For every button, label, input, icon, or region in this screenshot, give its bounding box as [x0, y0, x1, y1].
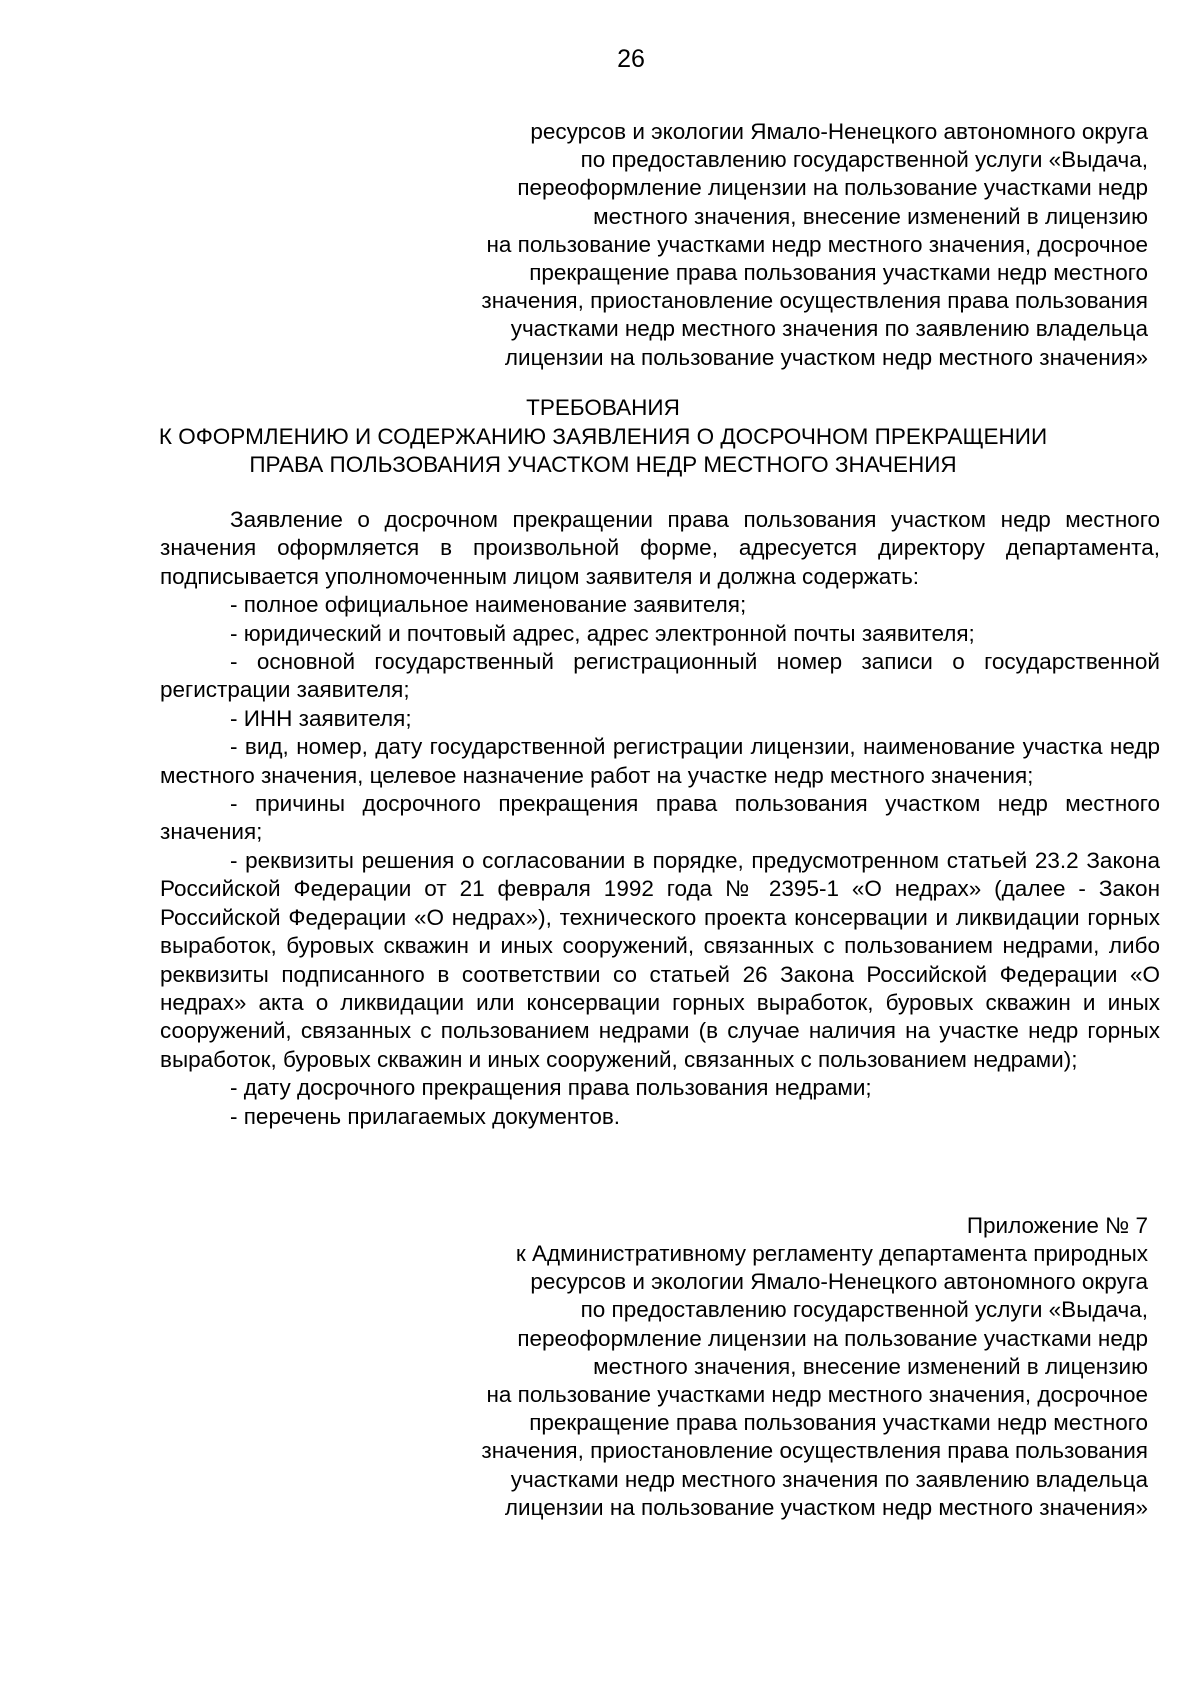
appendix-number: Приложение № 7 — [966, 1213, 1148, 1238]
list-item: - причины досрочного прекращения права пользования участком недр местного значения; — [160, 791, 1160, 845]
header-line: значения, приостановление осуществления права пользования — [481, 288, 1148, 314]
list-item: - основной государственный регистрационный номер записи о государственной регистрации заявителя; — [160, 649, 1160, 703]
intro-paragraph: Заявление о досрочном прекращении права пользования участком недр местного значения оформляется в произвольной форме, адресуется директору департамента, подписывается уполномоченным лицом заявителя и должна содержать: — [160, 507, 1160, 589]
appendix-line: переоформление лицензии на пользование участками недр — [517, 1325, 1148, 1351]
appendix-line: лицензии на пользование участком недр местного значения» — [504, 1494, 1148, 1520]
header-line: ресурсов и экологии Ямало-Ненецкого автономного округа — [530, 119, 1148, 144]
appendix-line: к Административному регламенту департамента природных — [515, 1241, 1148, 1266]
list-item: - ИНН заявителя; — [230, 705, 412, 731]
title-line: ПРАВА ПОЛЬЗОВАНИЯ УЧАСТКОМ НЕДР МЕСТНОГО ЗНАЧЕНИЯ — [249, 452, 957, 477]
appendix-line: участками недр местного значения по заявлению владельца — [510, 1466, 1148, 1492]
appendix-line: по предоставлению государственной услуги «Выдача, — [580, 1297, 1148, 1323]
appendix-line: прекращение права пользования участками недр местного — [529, 1410, 1148, 1436]
appendix-line: на пользование участками недр местного значения, досрочное — [486, 1382, 1148, 1408]
list-item: - дату досрочного прекращения права пользования недрами; — [230, 1075, 872, 1101]
list-item: - перечень прилагаемых документов. — [230, 1103, 621, 1129]
list-item: - юридический и почтовый адрес, адрес электронной почты заявителя; — [230, 620, 975, 646]
title-line: К ОФОРМЛЕНИЮ И СОДЕРЖАНИЮ ЗАЯВЛЕНИЯ О ДОСРОЧНОМ ПРЕКРАЩЕНИИ — [158, 423, 1048, 449]
requirements-body — [160, 506, 1160, 1131]
list-item: - реквизиты решения о согласовании в порядке, предусмотренном статьей 23.2 Закона Российской Федерации от 21 февраля 1992 года № 2395-1 «О недрах» (далее - Закон Российской Федерации «О недрах»), технического проекта консервации и ликвидации горных выработок, буровых скважин и иных сооружений, связанных с пользованием недрами, либо реквизиты подписанного в соответствии со статьей 26 Закона Российской Федерации «О недрах» акта о ликвидации или консервации горных выработок, буровых скважин и иных сооружений, связанных с пользованием недрами (в случае наличия на участке недр горных выработок, буровых скважин и иных сооружений, связанных с пользованием недрами); — [160, 847, 1160, 1072]
appendix-line: ресурсов и экологии Ямало-Ненецкого автономного округа — [530, 1269, 1148, 1295]
previous-appendix-header — [481, 118, 1148, 372]
appendix-line: значения, приостановление осуществления права пользования — [481, 1438, 1148, 1464]
list-item: - вид, номер, дату государственной регистрации лицензии, наименование участка недр местного значения, целевое назначение работ на участке недр местного значения; — [160, 734, 1160, 788]
header-line: лицензии на пользование участком недр местного значения» — [504, 344, 1148, 370]
appendix-header — [481, 1240, 1148, 1522]
header-line: по предоставлению государственной услуги «Выдача, — [580, 147, 1148, 173]
list-item: - полное официальное наименование заявителя; — [230, 592, 747, 618]
header-line: местного значения, внесение изменений в лицензию — [593, 203, 1148, 229]
header-line: участками недр местного значения по заявлению владельца — [510, 316, 1148, 342]
page-number: 26 — [617, 45, 645, 73]
title-line: ТРЕБОВАНИЯ — [526, 395, 680, 420]
appendix-line: местного значения, внесение изменений в лицензию — [593, 1353, 1148, 1379]
document-title — [0, 394, 1200, 480]
header-line: прекращение права пользования участками недр местного — [529, 260, 1148, 286]
header-line: на пользование участками недр местного значения, досрочное — [486, 231, 1148, 257]
header-line: переоформление лицензии на пользование участками недр — [517, 175, 1148, 201]
